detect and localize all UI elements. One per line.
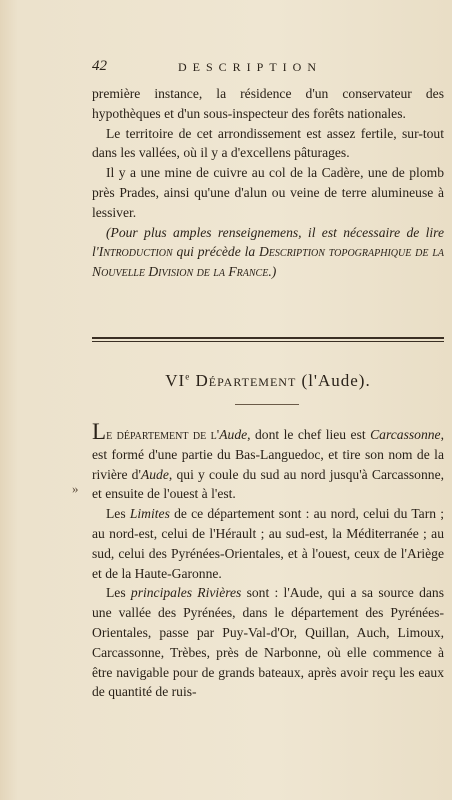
main-text-block (92, 419, 445, 702)
margin-mark: » (72, 481, 79, 496)
paragraph-rivers: Les principales Rivières sont : l'Aude, qui a sa source dans une vallée des Pyrénées, dans le département des Pyrénées-Orientales, passe par Puy-Val-d'Or, Quillan, Auch, Limoux, Carcassonne, Trèbes, près de Narbonne, où elle commence à être navigable pour de grands bateaux, après avoir reçu les eaux de quantité de ruis- (92, 585, 444, 700)
department-word: Département (195, 371, 297, 390)
department-superscript: e (185, 371, 191, 382)
department-heading (92, 371, 444, 391)
paragraph-territoire: Le territoire de cet arrondissement est assez fertile, sur-tout dans les vallées, où il y a d'excellens pâturages. (92, 125, 444, 161)
department-name: (l'Aude). (301, 371, 371, 390)
paragraph-hypotheques: première instance, la résidence d'un conservateur des hypothèques et d'un sous-inspecteur des forêts nationales. (92, 86, 444, 121)
paragraph-reference-note: (Pour plus amples renseignemens, il est nécessaire de lire l'Introduction qui précède la Description topographique de la Nouvelle Division de la France.) (92, 224, 444, 280)
section-divider (92, 337, 444, 342)
running-title: DESCRIPTION (178, 60, 323, 74)
description-reference: Description topographique de la Nouvelle Division de la France (92, 244, 444, 280)
top-text-block (92, 84, 444, 282)
department-number: VI (165, 371, 186, 390)
drop-cap: L (92, 419, 107, 444)
introduction-reference: Introduction (98, 244, 173, 260)
paragraph-limits: Les Limites de ce département sont : au nord, celui du Tarn ; au nord-est, celui de l'Hérault ; au sud-est, la Méditerranée ; au sud, celui des Pyrénées-Orientales, et à l'ouest, ceux de l'Ariège et de la Haute-Garonne. (92, 506, 445, 581)
page-header (92, 58, 407, 78)
paragraph-department-intro: Le département de l'Aude, dont le chef lieu est Carcassonne, est formé d'une partie du Bas-Languedoc, et tire son nom de la rivière d'Aude, qui y coule du sud au nord jusqu'à Carcassonne, et ensuite de l'ouest à l'est. (92, 419, 444, 502)
heading-underline (235, 404, 299, 405)
page-number: 42 (92, 58, 107, 74)
paragraph-mine: Il y a une mine de cuivre au col de la Cadère, une de plomb près Prades, ainsi qu'une d'alun ou veine de terre alumineuse à lessiver. (92, 165, 444, 220)
